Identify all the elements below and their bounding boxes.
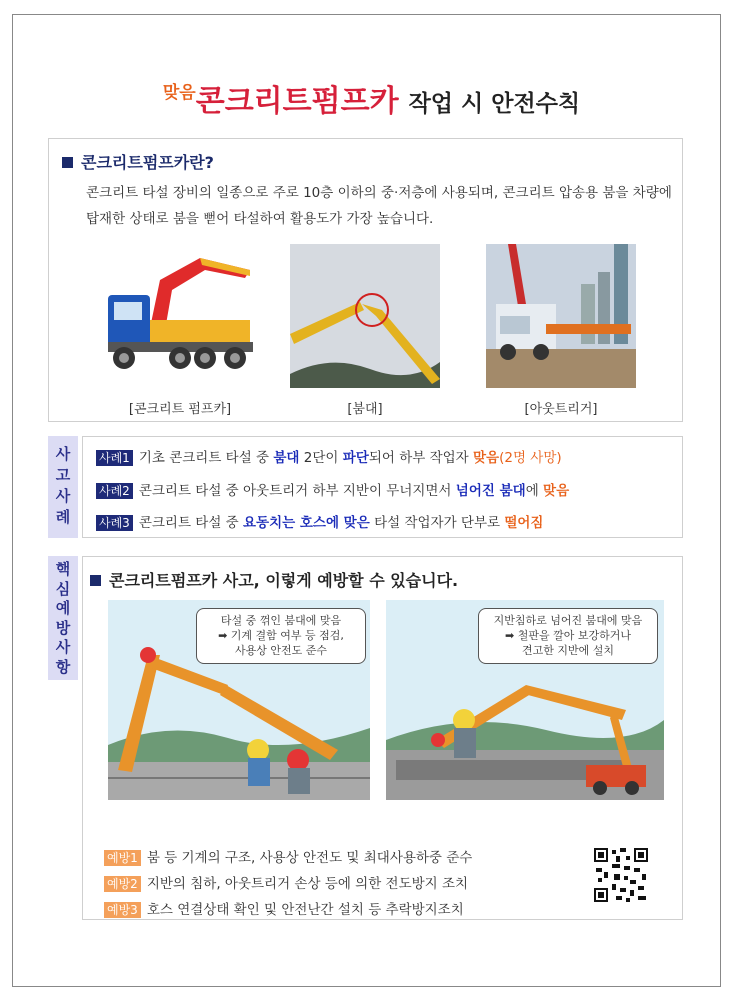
case-text: 되어 하부 작업자 (368, 450, 473, 466)
caption-pump-truck: [콘크리트 펌프카] (128, 402, 232, 417)
case-item-3 (96, 511, 543, 531)
prevention-sidebar-char: 사 (55, 638, 71, 656)
qr-code-icon[interactable] (592, 846, 650, 904)
case-item-2 (96, 479, 569, 499)
definition-text: 콘크리트 타설 장비의 일종으로 주로 10층 이하의 중·저층에 사용되며, 콘크리트 압송용 붐을 차량에 탑재한 상태로 붐을 뻗어 타설하여 활용도가 가장 높습니다. (86, 185, 672, 227)
prevention-sidebar-char: 핵 (55, 560, 71, 578)
prevention-sidebar-char: 심 (55, 579, 71, 598)
bubble-left (196, 608, 366, 664)
case-tag: 사례1 (96, 450, 133, 466)
prevention-item-3 (104, 898, 464, 918)
case-text: 2단이 (299, 450, 343, 466)
square-bullet-icon (62, 157, 73, 168)
cases-sidebar-char: 사 (55, 445, 71, 463)
bubble-line: ➡ 기계 결함 여부 등 점검, (218, 629, 344, 642)
case-highlight: 요동치는 호스에 맞은 (243, 515, 370, 531)
case-result: 맞음 (543, 483, 570, 499)
prevention-tag: 예방1 (104, 850, 141, 866)
cases-sidebar-char: 고 (55, 466, 71, 484)
case-tag: 사례3 (96, 515, 133, 531)
prevention-text: 호스 연결상태 확인 및 안전난간 설치 등 추락방지조치 (146, 902, 464, 918)
case-tag: 사례2 (96, 483, 133, 499)
case-result: 맞음 (473, 450, 500, 466)
bubble-line: 지반침하로 넘어진 붐대에 맞음 (493, 614, 643, 627)
prevention-sidebar (48, 556, 78, 680)
case-highlight: 붐대 (273, 450, 300, 466)
case-text: 콘크리트 타설 중 (138, 515, 243, 531)
pump-truck-image (100, 250, 260, 385)
title-prefix: 맞음 (162, 83, 196, 103)
case-text: 콘크리트 타설 중 아웃트리거 하부 지반이 무너지면서 (138, 483, 456, 499)
case-result: 떨어짐 (504, 515, 544, 531)
boom-image (290, 244, 440, 388)
prevention-item-1 (104, 846, 472, 866)
prevention-sidebar-char: 항 (55, 657, 71, 676)
case-highlight: 넘어진 붐대 (455, 483, 526, 499)
bubble-right (478, 608, 658, 664)
case-text: 타설 작업자가 단부로 (369, 515, 505, 531)
outrigger-image (486, 244, 636, 388)
cases-sidebar-char: 사 (55, 487, 71, 505)
prevention-text: 지반의 침하, 아웃트리거 손상 등에 의한 전도방지 조치 (146, 876, 469, 892)
prevention-heading-text: 콘크리트펌프카 사고, 이렇게 예방할 수 있습니다. (109, 571, 459, 590)
prevention-sidebar-char: 방 (55, 618, 71, 637)
prevention-tag: 예방2 (104, 876, 141, 892)
definition-heading-text: 콘크리트펌프카란? (81, 153, 214, 172)
prevention-heading (90, 568, 458, 591)
title-main: 콘크리트펌프카 (195, 84, 399, 119)
case-item-1 (96, 446, 562, 466)
prevention-item-2 (104, 872, 468, 892)
page-title (0, 76, 743, 120)
prevention-text: 붐 등 기계의 구조, 사용상 안전도 및 최대사용하중 준수 (146, 850, 473, 866)
caption-boom: [붐대] (347, 402, 383, 417)
case-result-detail: (2명 사망) (499, 450, 562, 466)
prevention-tag: 예방3 (104, 902, 141, 918)
prevention-sidebar-char: 예 (55, 599, 71, 617)
case-text: 에 (525, 483, 544, 499)
definition-heading (62, 150, 214, 173)
case-text: 기초 콘크리트 타설 중 (138, 450, 274, 466)
case-highlight: 파단 (342, 450, 369, 466)
bubble-line: 타설 중 꺾인 붐대에 맞음 (220, 614, 342, 627)
bubble-line: ➡ 철판을 깔아 보강하거나 (505, 629, 631, 642)
bubble-line: 사용상 안전도 준수 (234, 644, 327, 657)
cases-sidebar-char: 례 (55, 508, 71, 526)
title-rest: 작업 시 안전수칙 (408, 91, 581, 117)
cases-sidebar (48, 436, 78, 538)
square-bullet-icon (90, 575, 101, 586)
caption-outrigger: [아웃트리거] (524, 402, 598, 417)
bubble-line: 견고한 지반에 설치 (521, 644, 614, 657)
